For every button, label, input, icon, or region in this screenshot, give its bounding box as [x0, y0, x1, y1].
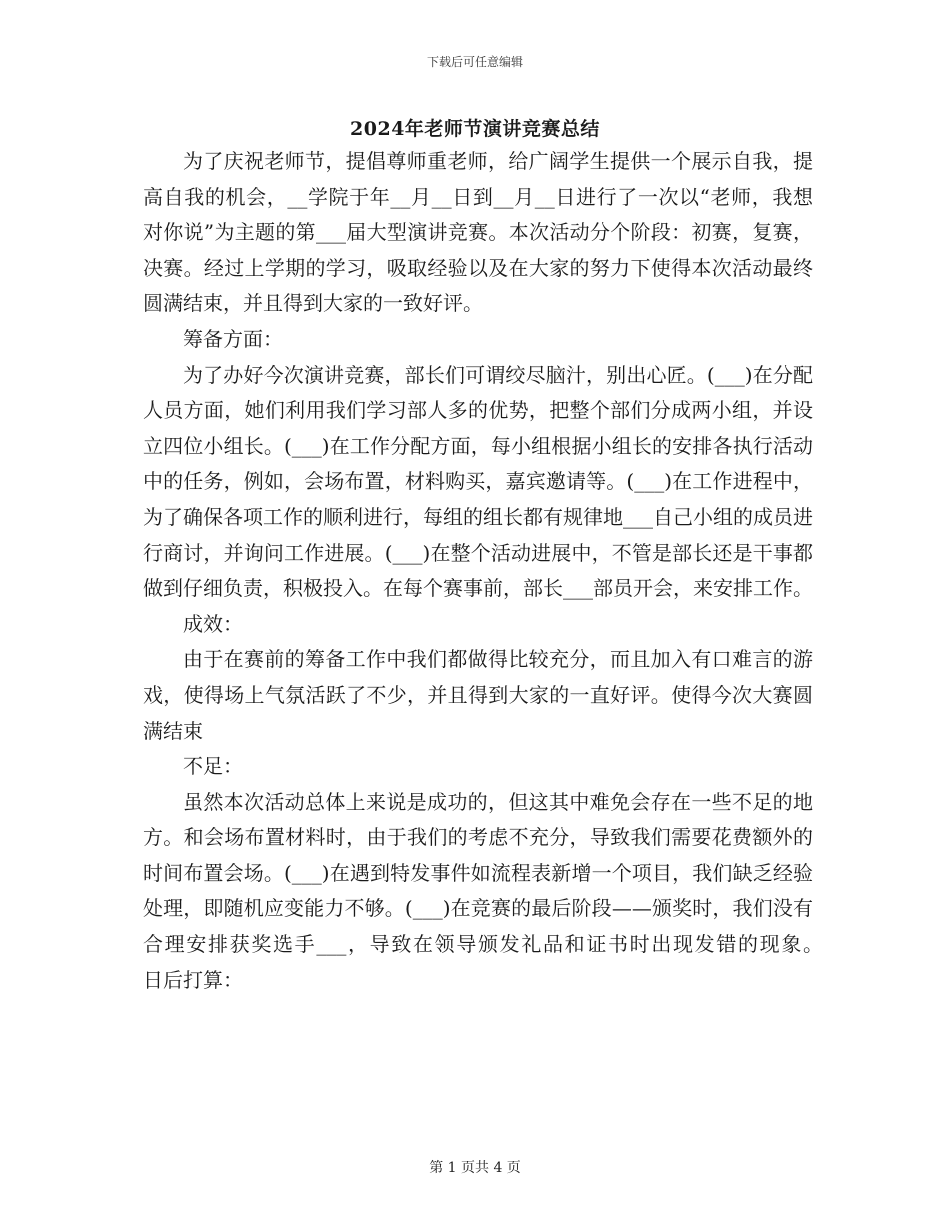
paragraph-intro: 为了庆祝老师节，提倡尊师重老师，给广阔学生提供一个展示自我，提高自我的机会，__学院于年__月__日到__月__日进行了一次以“老师，我想对你说”为主题的第___届大型演讲竞赛。本次活动分个阶段：初赛，复赛，决赛。经过上学期的学习，吸取经验以及在大家的努力下使得本次活动最终圆满结束，并且得到大家的一致好评。 — [143, 149, 813, 316]
section-heading-preparation: 筹备方面： — [183, 326, 283, 351]
section-heading-shortcomings: 不足： — [183, 754, 243, 779]
paragraph-shortcomings: 虽然本次活动总体上来说是成功的，但这其中难免会存在一些不足的地方。和会场布置材料时，由于我们的考虑不充分，导致我们需要花费额外的时间布置会场。(___)在遇到特发事件如流程表新增一个项目，我们缺乏经验处理，即随机应变能力不够。(___)在竞赛的最后阶段——颁奖时，我们没有合理安排获奖选手___，导致在领导颁发礼品和证书时出现发错的现象。 日后打算： — [143, 789, 853, 992]
page-title: 2024年老师节演讲竞赛总结 — [350, 118, 600, 140]
page-number: 第 1 页共 4 页 — [429, 1160, 521, 1176]
header-note: 下载后可任意编辑 — [426, 55, 523, 69]
section-heading-results: 成效： — [183, 611, 243, 636]
document-body — [143, 144, 853, 998]
paragraph-preparation: 为了办好今次演讲竞赛，部长们可谓绞尽脑汁，别出心匠。(___)在分配人员方面，她们利用我们学习部人多的优势，把整个部们分成两小组，并设立四位小组长。(___)在工作分配方面，每小组根据小组长的安排各执行活动中的任务，例如，会场布置，材料购买，嘉宾邀请等。(___)在工作进程中，为了确保各项工作的顺利进行，每组的组长都有规律地___自己小组的成员进行商讨，并询问工作进展。(___)在整个活动进展中，不管是部长还是干事都做到仔细负责，积极投入。在每个赛事前，部长___部员开会，来安排工作。 — [143, 362, 813, 601]
paragraph-results: 由于在赛前的筹备工作中我们都做得比较充分，而且加入有口难言的游戏，使得场上气氛活跃了不少，并且得到大家的一直好评。使得今次大赛圆满结束 — [143, 647, 813, 743]
